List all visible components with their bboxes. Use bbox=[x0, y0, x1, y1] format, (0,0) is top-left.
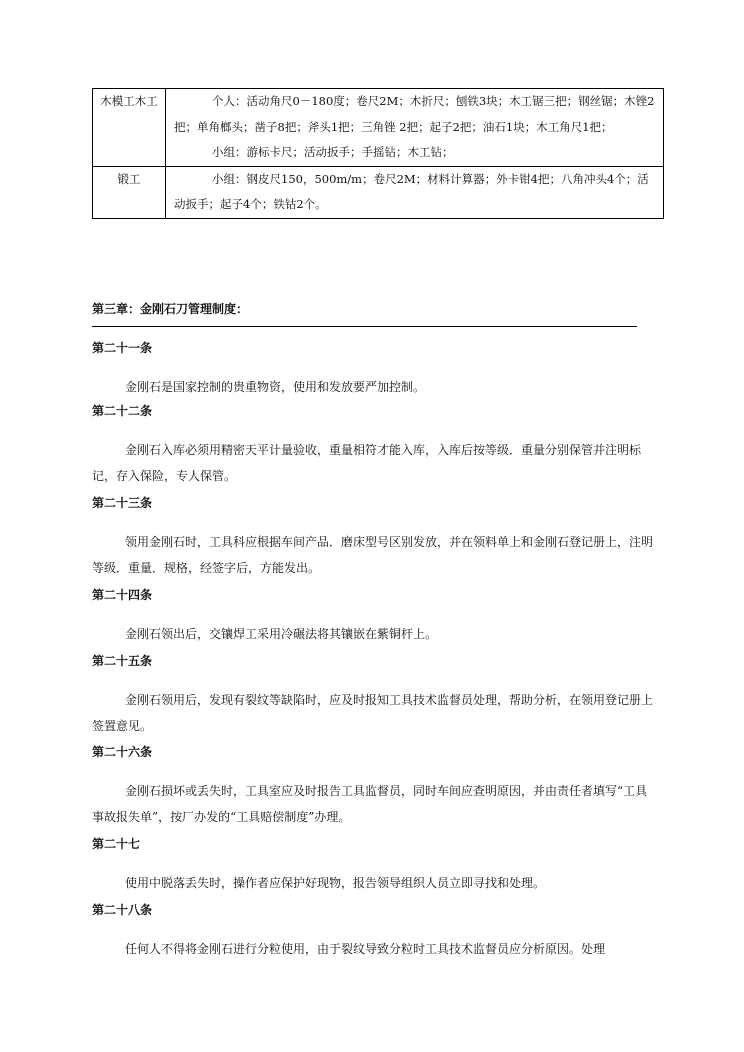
article-heading: 第二十五条 bbox=[92, 654, 153, 668]
article-text: 金刚石领用后，发现有裂纹等缺陷时，应及时报知工具技术监督员处理，帮助分析，在领用登记册上签置意见。 bbox=[92, 693, 654, 733]
tool-list-table bbox=[92, 88, 664, 219]
table-row bbox=[93, 166, 664, 218]
article-27 bbox=[92, 836, 658, 896]
article-text: 金刚石是国家控制的贵重物资，使用和发放要严加控制。 bbox=[125, 380, 426, 394]
article-text: 金刚石损坏或丢失时，工具室应及时报告工具监督员，同时车间应查明原因，并由责任者填写“工具事故报失单”，按厂办发的“工具赔偿制度”办理。 bbox=[92, 784, 648, 824]
tools-cell bbox=[166, 166, 664, 218]
tools-line: 小组：游标卡尺；活动扳手；手摇钻；木工钻； bbox=[212, 145, 454, 159]
article-text: 金刚石入库必须用精密天平计量验收，重量相符才能入库，入库后按等级．重量分别保管并注明标记，存入保险，专人保管。 bbox=[92, 443, 642, 483]
tools-line: 个人：活动角尺0－180度；卷尺2M；木折尺；刨铁3块；木工锯三把；钢丝锯；木锉2把；单角榔头；凿子8把；斧头1把；三角锉 2把；起子2把；油石1块；木工角尺1把； bbox=[174, 94, 655, 134]
article-23 bbox=[92, 495, 658, 581]
article-21 bbox=[92, 340, 658, 400]
trade-cell: 锻工 bbox=[93, 166, 166, 218]
tools-cell bbox=[166, 89, 664, 167]
article-heading: 第二十七 bbox=[92, 837, 141, 851]
article-24 bbox=[92, 587, 658, 647]
article-text: 使用中脱落丢失时，操作者应保护好现物，报告领导组织人员立即寻找和处理。 bbox=[125, 876, 546, 890]
article-text: 领用金刚石时，工具科应根据车间产品．磨床型号区别发放，并在领料单上和金刚石登记册上，注明等级．重量．规格，经签字后，方能发出。 bbox=[92, 535, 654, 575]
trade-cell: 木模工木工 bbox=[93, 89, 166, 167]
article-26 bbox=[92, 744, 658, 830]
article-28 bbox=[92, 902, 658, 962]
article-text: 任何人不得将金刚石进行分粒使用，由于裂纹导致分粒时工具技术监督员应分析原因。处理 bbox=[125, 942, 606, 956]
article-text: 金刚石领出后，交镶焊工采用冷碾法将其镶嵌在紫铜杆上。 bbox=[125, 627, 438, 641]
article-heading: 第二十一条 bbox=[92, 341, 153, 355]
article-heading: 第二十八条 bbox=[92, 903, 153, 917]
chapter-title: 第三章：金刚石刀管理制度： bbox=[92, 302, 249, 316]
article-heading: 第二十三条 bbox=[92, 496, 153, 510]
tools-line: 小组：钢皮尺150，500m/m；卷尺2M；材料计算器；外卡钳4把；八角冲头4个；活动扳手；起子4个；铁钴2个。 bbox=[174, 171, 649, 211]
chapter-divider bbox=[92, 326, 637, 327]
article-22 bbox=[92, 403, 658, 489]
article-25 bbox=[92, 653, 658, 739]
article-heading: 第二十二条 bbox=[92, 404, 153, 418]
article-heading: 第二十六条 bbox=[92, 745, 153, 759]
article-heading: 第二十四条 bbox=[92, 588, 153, 602]
table-row bbox=[93, 89, 664, 167]
